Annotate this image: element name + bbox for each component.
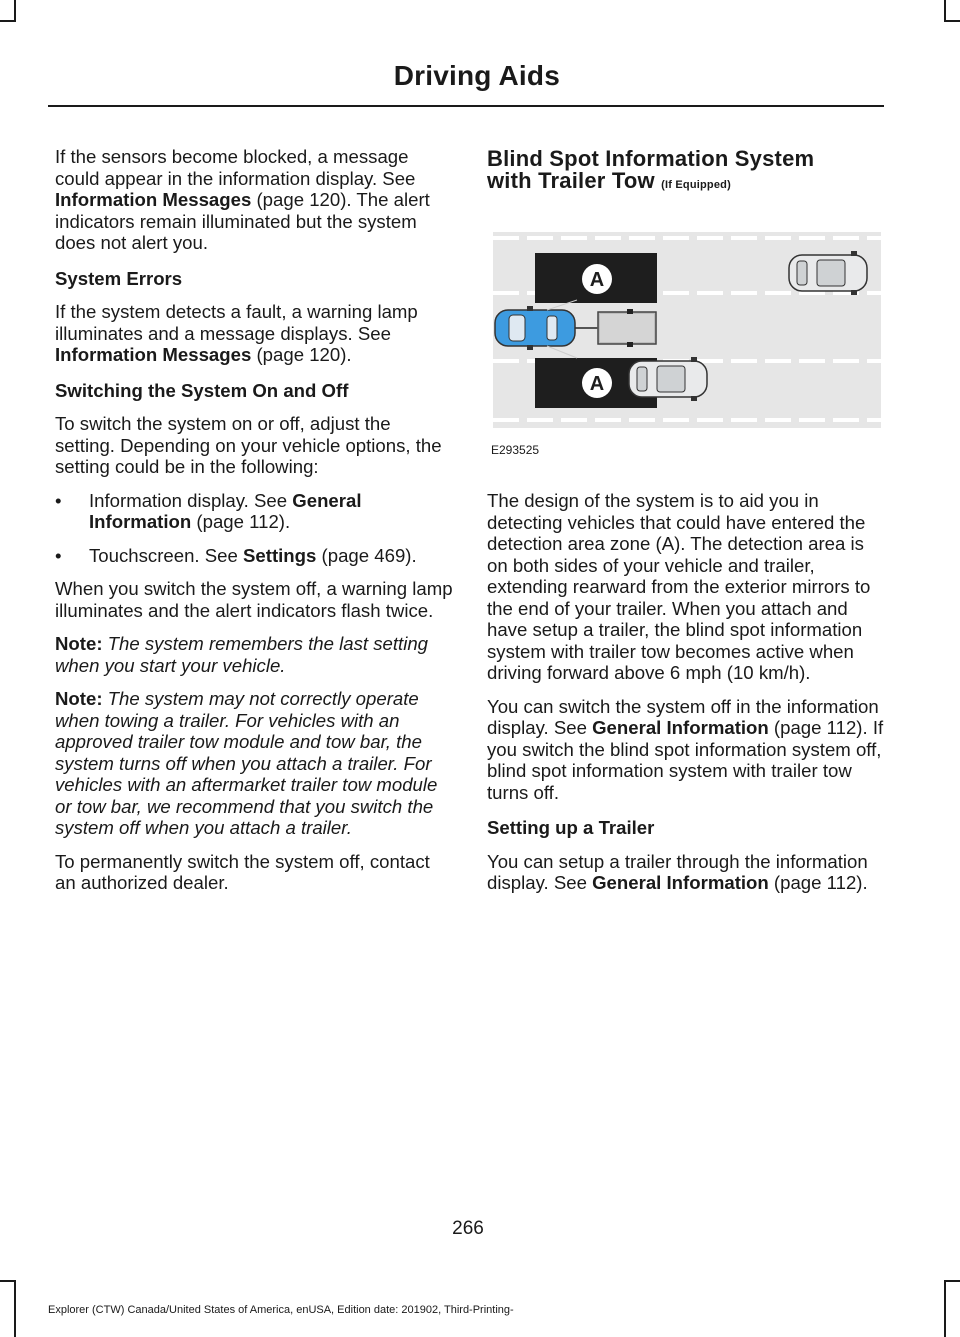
header-divider <box>48 105 884 107</box>
link-information-messages[interactable]: Information Messages <box>55 189 252 210</box>
link-settings[interactable]: Settings <box>243 544 317 566</box>
paragraph-switch-off-info: You can switch the system off in the information display. See General Information (page 112). If you switch the blind spot information system off, blind spot information system with trailer tow turns off. <box>487 695 884 803</box>
crop-mark <box>944 20 960 22</box>
blind-spot-diagram <box>487 230 885 464</box>
footer-edition: Explorer (CTW) Canada/United States of America, enUSA, Edition date: 201902, Third-Printing- <box>48 1304 514 1316</box>
trailer-wheel <box>627 309 633 314</box>
crop-mark <box>944 1280 960 1282</box>
link-general-information[interactable]: General Information <box>89 489 362 532</box>
other-vehicle-bottom <box>629 357 707 401</box>
paragraph-switch-off: When you switch the system off, a warning lamp illuminates and the alert indicators flash twice. <box>55 578 453 621</box>
list-item: • Touchscreen. See Settings (page 469). <box>55 544 417 566</box>
heading-setting-up-trailer: Setting up a Trailer <box>487 817 655 838</box>
paragraph-switching-intro: To switch the system on or off, adjust the setting. Depending on your vehicle options, the setting could be in the following: <box>55 413 442 477</box>
trailer-wheel <box>627 342 633 347</box>
right-column <box>487 146 885 906</box>
heading-switching: Switching the System On and Off <box>55 379 349 401</box>
figure-id: E293525 <box>491 443 540 457</box>
page-title: Driving Aids <box>393 60 560 91</box>
bullet-list <box>55 490 453 567</box>
crop-mark <box>14 1280 16 1337</box>
crop-mark <box>944 1280 946 1337</box>
link-general-information[interactable]: General Information <box>592 717 769 738</box>
paragraph-setting-up: You can setup a trailer through the information display. See General Information (page 112). <box>487 850 868 893</box>
section-title: Blind Spot Information System with Trailer Tow (If Equipped) <box>487 146 815 193</box>
paragraph-system-errors: If the system detects a fault, a warning lamp illuminates and a message displays. See Information Messages (page 120). <box>55 301 418 365</box>
left-column <box>55 146 453 906</box>
link-general-information[interactable]: General Information <box>592 872 769 893</box>
paragraph-sensors-blocked: If the sensors become blocked, a message could appear in the information display. See Information Messages (page 120). The alert indicators remain illuminated but the system does not alert you. <box>55 146 430 253</box>
diagram-svg <box>487 230 885 430</box>
trailer-deck <box>600 314 654 342</box>
heading-system-errors: System Errors <box>55 267 183 289</box>
page-number: 266 <box>452 1218 484 1239</box>
list-item: • Information display. See General Information (page 112). <box>55 489 362 532</box>
zone-label-bottom: A <box>589 373 605 395</box>
paragraph-permanent-off: To permanently switch the system off, contact an authorized dealer. <box>55 850 430 893</box>
crop-mark <box>0 20 16 22</box>
zone-label-top: A <box>589 269 605 291</box>
crop-mark <box>0 1280 16 1282</box>
other-vehicle-top <box>789 251 867 295</box>
paragraph-design: The design of the system is to aid you in detecting vehicles that could have entered the detection area zone (A). The detection area is on both sides of your vehicle and trailer, extending rearward from the exterior mirrors to the end of your trailer. When you attach and have setup a trailer, the blind spot information system with trailer tow becomes active when driving forward above 6 mph (10 km/h). <box>487 490 871 683</box>
own-vehicle <box>495 306 575 350</box>
crop-mark <box>944 0 946 22</box>
note-remembers-setting: Note: The system remembers the last setting when you start your vehicle. <box>55 633 429 676</box>
crop-mark <box>14 0 16 22</box>
link-information-messages[interactable]: Information Messages <box>55 344 252 365</box>
note-towing: Note: The system may not correctly operate when towing a trailer. For vehicles with an approved trailer tow module and tow bar, the system turns off when you attach a trailer. For vehicles with an aftermarket trailer tow module or tow bar, we recommend that you switch the system off when you attach a trailer. <box>55 688 438 838</box>
